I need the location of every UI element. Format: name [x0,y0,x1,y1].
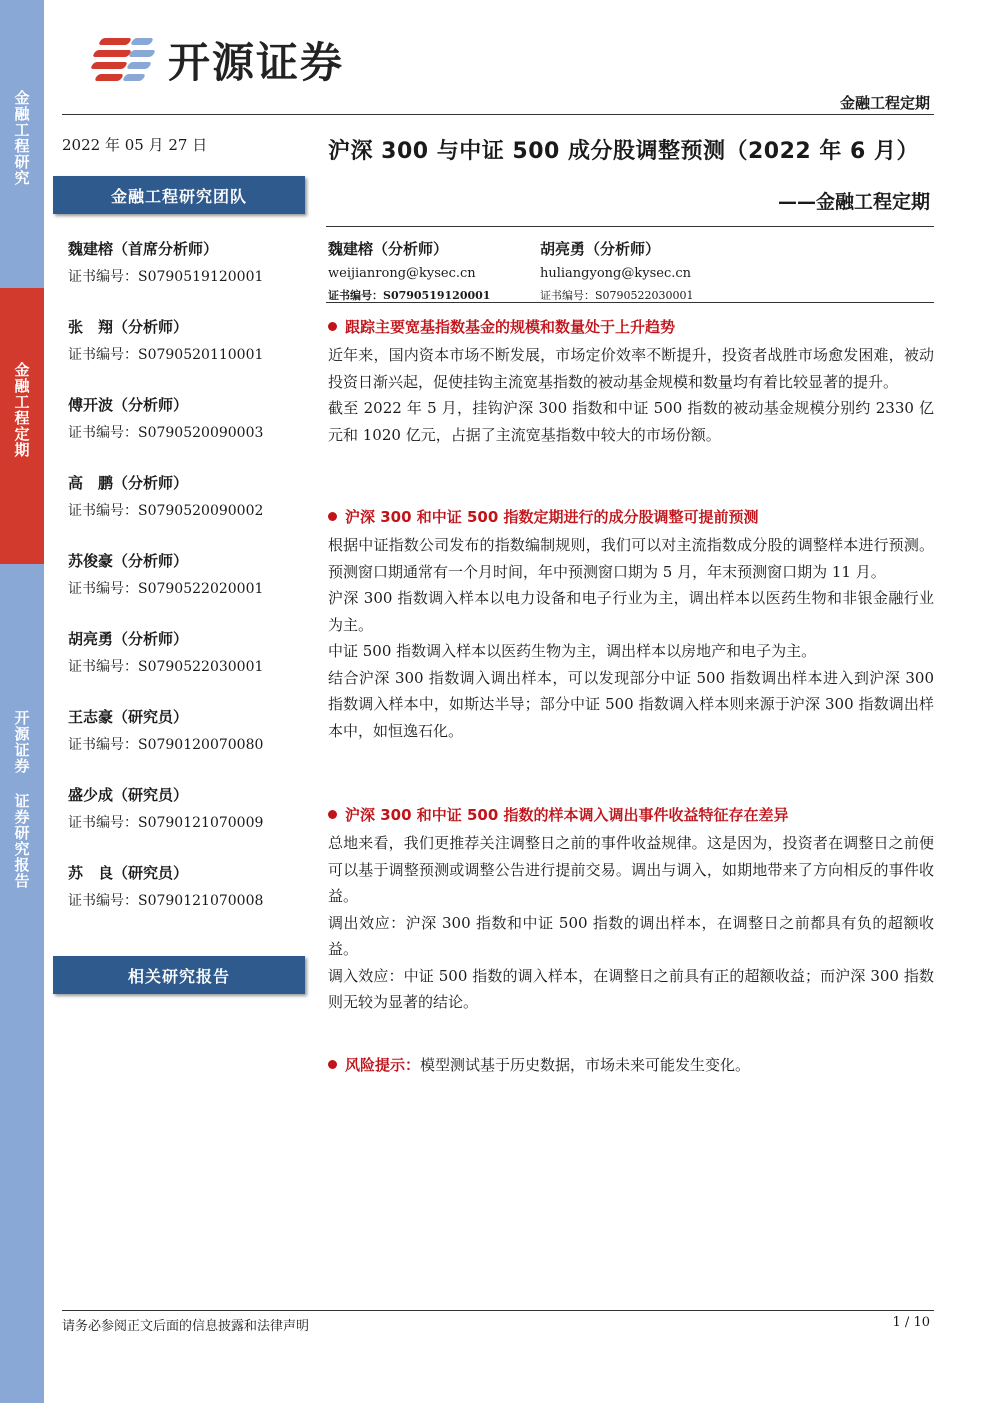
strip-label-bottom: 开源证券 证券研究报告 [12,710,31,889]
team-member [68,784,263,832]
section-paragraph: 结合沪深 300 指数调入调出样本，可以发现部分中证 500 指数调出样本进入到沪深 300 指数调入样本中，如斯达半导；部分中证 500 指数调入样本则来源于沪深 300 指数调出样本中，如恒逸石化。 [328,668,934,740]
report-subtitle: ——金融工程定期 [777,191,930,213]
section-paragraph: 调出效应：沪深 300 指数和中证 500 指数的调出样本，在调整日之前都具有负的超额收益。 [328,913,934,958]
page-number: 1 / 10 [892,1315,930,1330]
member-cert: 证书编号：S0790520110001 [68,347,264,363]
author-cert: 证书编号：S0790519120001 [328,289,491,302]
footer-divider [62,1310,934,1311]
risk-label: 风险提示： [345,1056,421,1074]
author-block [540,238,694,303]
member-cert: 证书编号：S0790522030001 [68,659,264,675]
header-label: 金融工程定期 [839,94,930,112]
section-paragraph: 近年来，国内资本市场不断发展，市场定价效率不断提升，投资者战胜市场愈发困难，被动投资日渐兴起，促使挂钩主流宽基指数的被动基金规模和数量均有着比较显著的提升。 [328,346,934,391]
risk-line [328,1054,934,1075]
section-paragraph: 根据中证指数公司发布的指数编制规则，我们可以对主流指数成分股的调整样本进行预测。预测窗口期通常有一个月时间，年中预测窗口期为 5 月，年末预测窗口期为 11 月。 [328,536,934,581]
section-heading [328,506,934,527]
report-date: 2022 年 05 月 27 日 [62,136,208,154]
section-paragraph: 总地来看，我们更推荐关注调整日之前的事件收益规律。这是因为，投资者在调整日之前便可以基于调整预测或调整公告进行提前交易。调出与调入，如期地带来了方向相反的事件收益。 [328,834,934,905]
team-member [68,394,263,442]
logo-mark-icon [90,30,158,90]
member-cert: 证书编号：S0790520090002 [68,503,264,519]
team-member [68,472,263,520]
risk-section [328,1054,934,1075]
team-member [68,862,263,910]
risk-text: 模型测试基于历史数据，市场未来可能发生变化。 [420,1056,751,1074]
team-member [68,316,263,364]
bullet-icon [328,1060,337,1069]
member-name: 张 翔（分析师） [68,318,189,336]
member-name: 高 鹏（分析师） [68,474,189,492]
strip-segment-bottom [0,564,44,1403]
section-heading [328,804,934,825]
team-member [68,238,263,286]
section-paragraph: 调入效应：中证 500 指数的调入样本，在调整日之前具有正的超额收益；而沪深 300 指数则无较为显著的结论。 [328,966,934,1011]
author-email[interactable]: weijianrong@kysec.cn [328,266,476,281]
member-name: 傅开波（分析师） [68,396,189,414]
member-name: 苏俊豪（分析师） [68,552,189,570]
author-divider [326,302,934,303]
summary-section [328,804,934,1016]
report-title: 沪深 300 与中证 500 成分股调整预测（2022 年 6 月） [328,139,919,164]
side-strip [0,0,44,1403]
team-member [68,628,263,676]
section-paragraph: 沪深 300 指数调入样本以电力设备和电子行业为主，调出样本以医药生物和非银金融行业为主。 [328,589,934,634]
member-name: 王志豪（研究员） [68,708,189,726]
author-email[interactable]: huliangyong@kysec.cn [540,266,692,281]
header-divider [62,114,934,115]
member-cert: 证书编号：S0790121070009 [68,815,264,831]
member-name: 魏建榕（首席分析师） [68,240,219,258]
member-name: 苏 良（研究员） [68,864,189,882]
member-cert: 证书编号：S0790522020001 [68,581,264,597]
related-reports-title: 相关研究报告 [53,956,305,994]
member-cert: 证书编号：S0790121070008 [68,893,264,909]
member-cert: 证书编号：S0790520090003 [68,425,264,441]
team-section-title: 金融工程研究团队 [53,176,305,214]
author-block [328,238,490,303]
brand-logo [90,30,344,90]
section-heading-text: 跟踪主要宽基指数基金的规模和数量处于上升趋势 [345,318,676,336]
author-name: 胡亮勇（分析师） [540,240,661,258]
team-member [68,550,263,598]
section-heading [328,316,934,337]
summary-section [328,506,934,744]
section-paragraph: 中证 500 指数调入样本以医药生物为主，调出样本以房地产和电子为主。 [328,642,817,660]
section-heading-text: 沪深 300 和中证 500 指数定期进行的成分股调整可提前预测 [345,508,759,526]
team-member [68,706,263,754]
author-name: 魏建榕（分析师） [328,240,449,258]
member-cert: 证书编号：S0790120070080 [68,737,264,753]
section-paragraph: 截至 2022 年 5 月，挂钩沪深 300 指数和中证 500 指数的被动基金规模分别约 2330 亿元和 1020 亿元，占据了主流宽基指数中较大的市场份额。 [328,399,934,444]
member-name: 胡亮勇（分析师） [68,630,189,648]
strip-label-mid: 金融工程定期 [12,362,31,458]
title-divider [326,226,934,227]
strip-label-top: 金融工程研究 [12,90,31,186]
bullet-icon [328,512,337,521]
section-heading-text: 沪深 300 和中证 500 指数的样本调入调出事件收益特征存在差异 [345,806,789,824]
summary-section [328,316,934,448]
footer-disclaimer: 请务必参阅正文后面的信息披露和法律声明 [62,1319,310,1334]
member-name: 盛少成（研究员） [68,786,189,804]
member-cert: 证书编号：S0790519120001 [68,269,264,285]
bullet-icon [328,322,337,331]
logo-text: 开源证券 [168,38,345,87]
bullet-icon [328,810,337,819]
author-cert: 证书编号：S0790522030001 [540,289,694,302]
